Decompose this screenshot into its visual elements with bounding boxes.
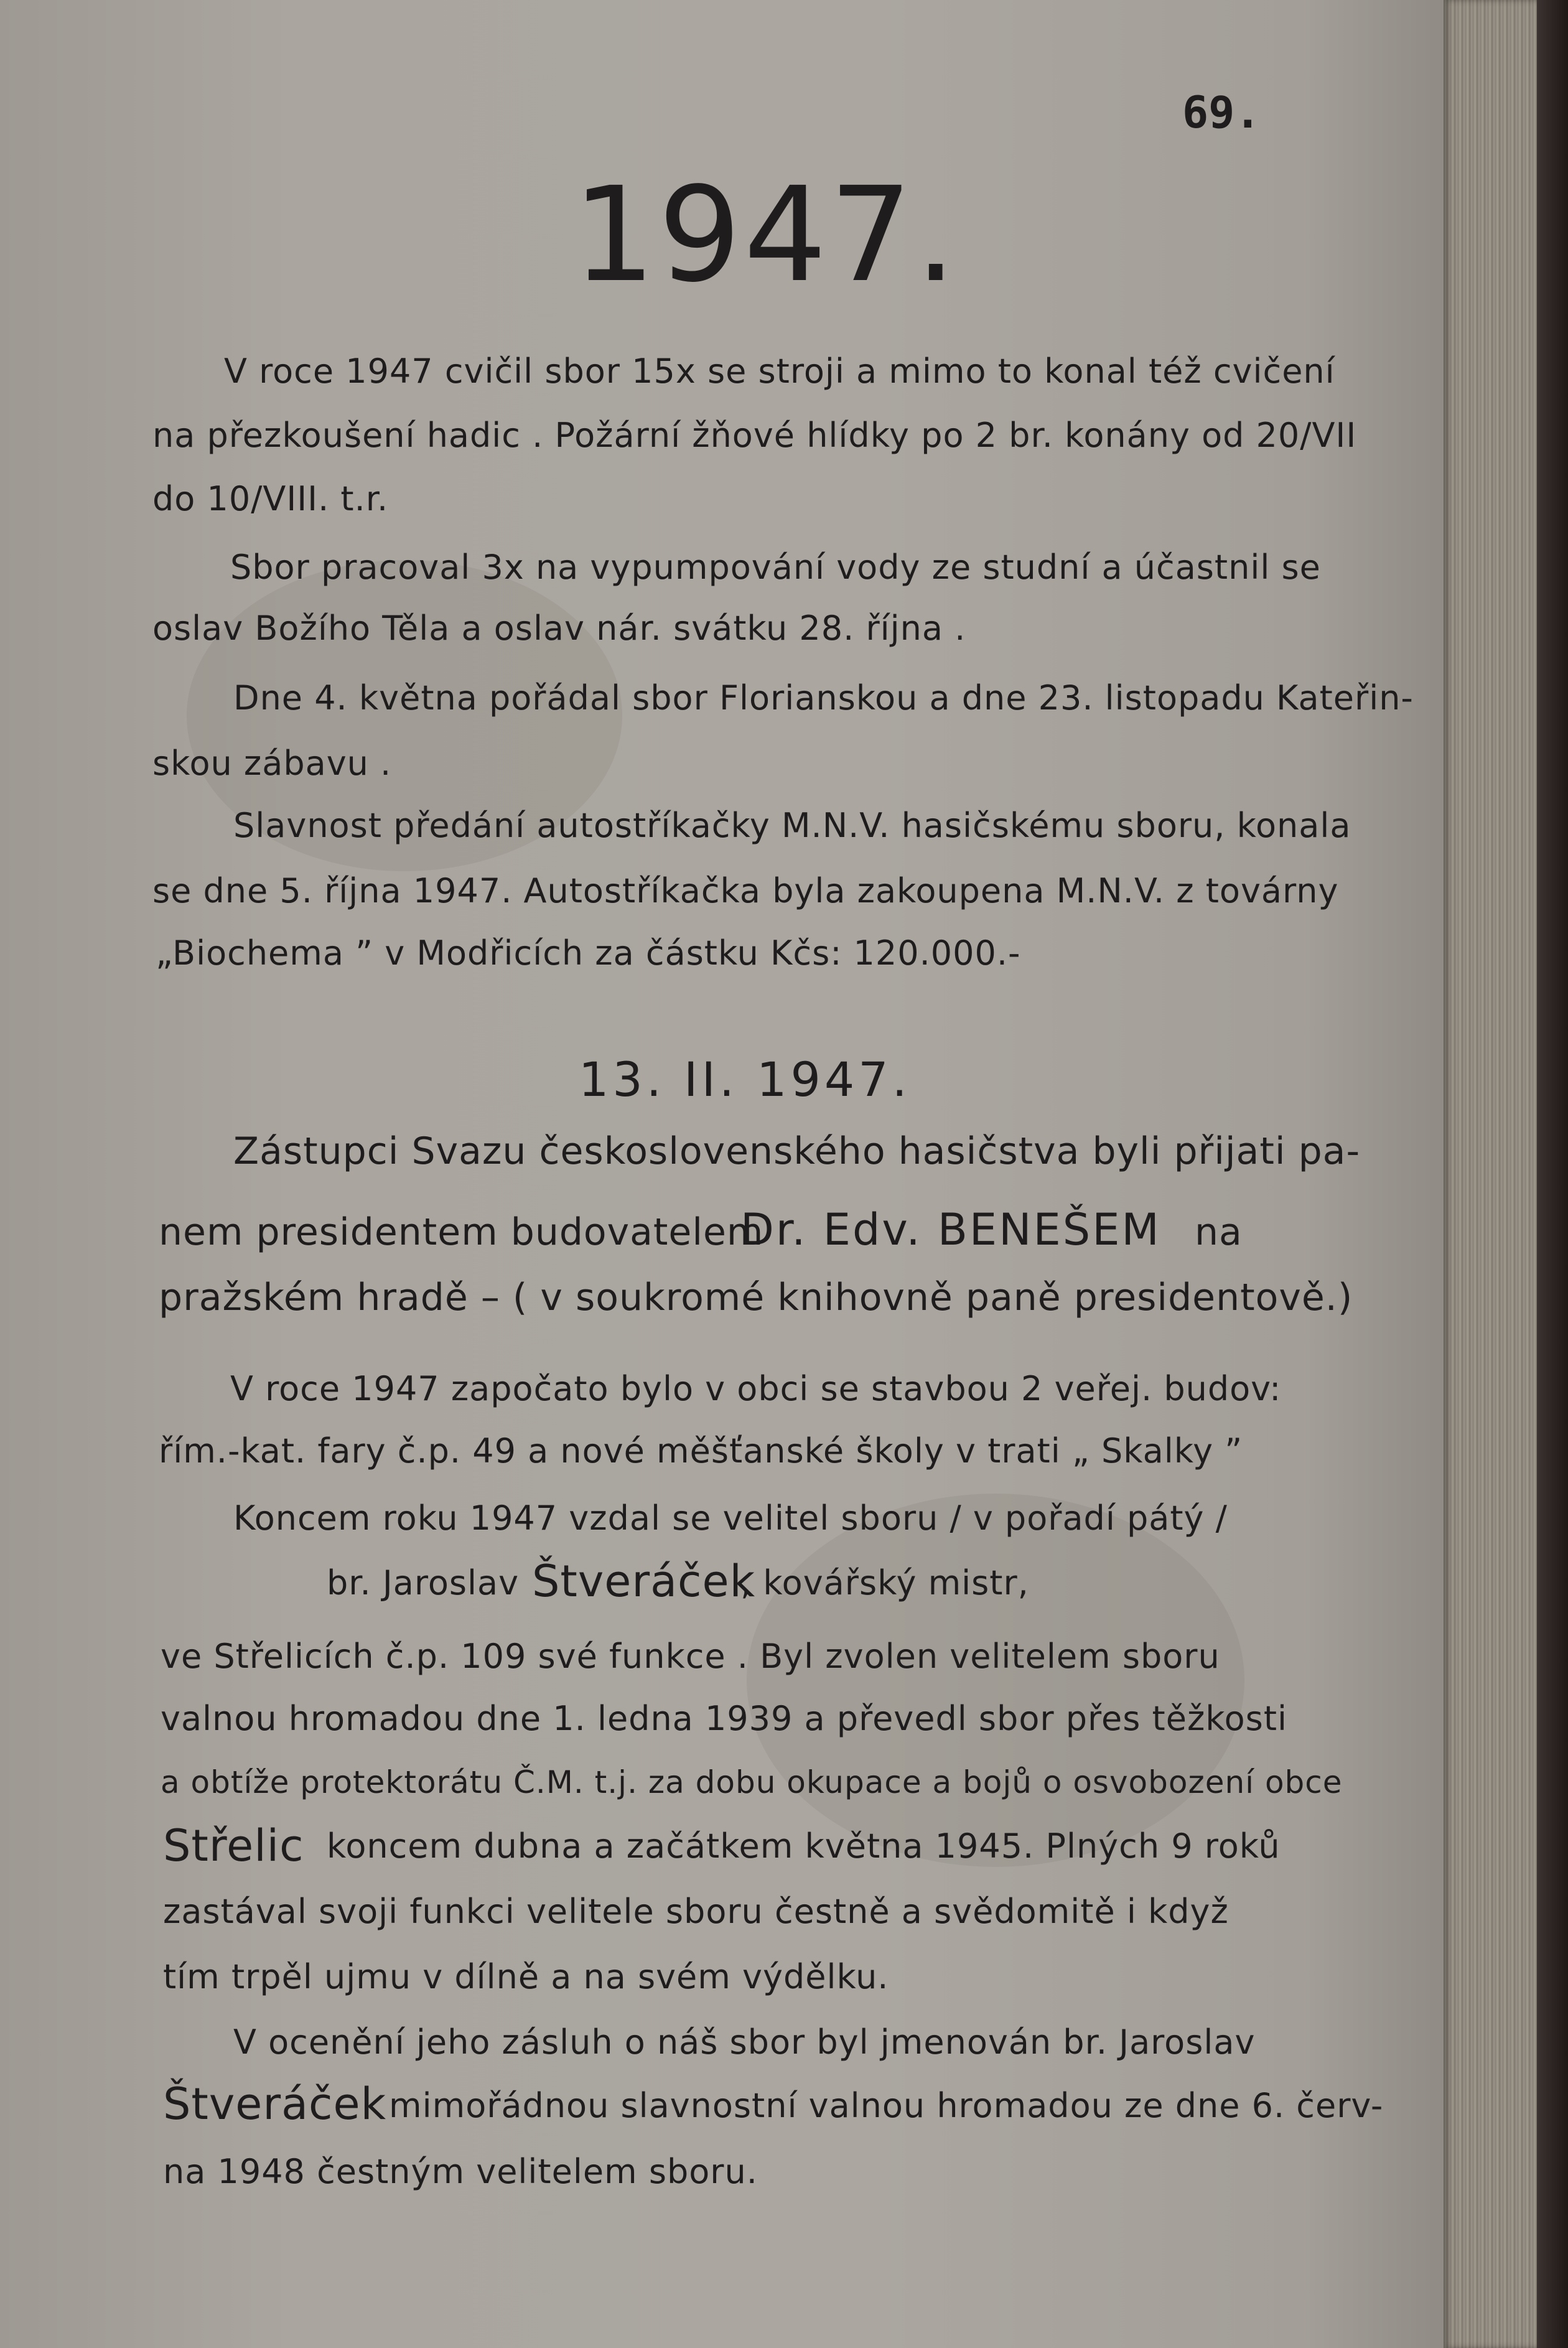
- book-cover: [1537, 0, 1568, 2348]
- honorary-commander-name: Štveráček: [163, 2079, 387, 2130]
- text-line: skou zábavu .: [152, 744, 392, 783]
- text-line: mimořádnou slavnostní valnou hromadou ze dne 6. červ-: [389, 2086, 1384, 2125]
- text-line: Koncem roku 1947 vzdal se velitel sboru / v pořadí pátý /: [233, 1499, 1228, 1538]
- page-edges: [1444, 0, 1537, 2348]
- text-line: V roce 1947 započato bylo v obci se stavbou 2 veřej. budov:: [230, 1369, 1282, 1408]
- president-name: Dr. Edv. BENEŠEM: [740, 1204, 1161, 1255]
- text-line: na přezkoušení hadic . Požární žňové hlídky po 2 br. konány od 20/VII: [152, 416, 1357, 455]
- village-name: Střelic: [163, 1820, 304, 1871]
- text-line: zastával svoji funkci velitele sboru čestně a svědomitě i když: [163, 1892, 1229, 1931]
- text-line: do 10/VIII. t.r.: [152, 479, 389, 518]
- year-heading: 1947.: [572, 159, 959, 311]
- text-line: valnou hromadou dne 1. ledna 1939 a převedl sbor přes těžkosti: [161, 1699, 1287, 1738]
- text-line: oslav Božího Těla a oslav nár. svátku 28. října .: [152, 609, 966, 648]
- text-line: V ocenění jeho zásluh o náš sbor byl jmenován br. Jaroslav: [233, 2023, 1256, 2062]
- text-line: , kovářský mistr,: [740, 1563, 1029, 1602]
- text-line: pražském hradě – ( v soukromé knihovně paně presidentově.): [159, 1276, 1353, 1319]
- text-line: řím.-kat. fary č.p. 49 a nové měšťanské školy v trati „ Skalky ”: [159, 1431, 1243, 1471]
- text-line: na: [1195, 1210, 1243, 1254]
- text-line: Dne 4. května pořádal sbor Florianskou a dne 23. listopadu Kateřin-: [233, 678, 1414, 718]
- text-line: koncem dubna a začátkem května 1945. Plných 9 roků: [327, 1826, 1281, 1866]
- text-line: Zástupci Svazu československého hasičstva byli přijati pa-: [233, 1130, 1361, 1173]
- text-line: tím trpěl ujmu v dílně a na svém výdělku.: [163, 1957, 889, 1996]
- text-line: Slavnost předání autostříkačky M.N.V. hasičskému sboru, konala: [233, 806, 1351, 845]
- text-line: ve Střelicích č.p. 109 své funkce . Byl zvolen velitelem sboru: [161, 1637, 1220, 1676]
- text-line: br. Jaroslav: [327, 1563, 520, 1602]
- text-line: „Biochema ” v Modřicích za částku Kčs: 120.000.-: [156, 933, 1021, 973]
- text-line: se dne 5. října 1947. Autostříkačka byla zakoupena M.N.V. z továrny: [152, 871, 1339, 910]
- text-line: Sbor pracoval 3x na vypumpování vody ze studní a účastnil se: [230, 548, 1321, 587]
- date-heading: 13. II. 1947.: [579, 1052, 911, 1107]
- paper-stain: [747, 1494, 1244, 1867]
- text-line: na 1948 čestným velitelem sboru.: [163, 2152, 758, 2191]
- commander-name: Štveráček: [532, 1556, 756, 1607]
- text-line: a obtíže protektorátu Č.M. t.j. za dobu okupace a bojů o osvobození obce: [161, 1764, 1343, 1800]
- text-line: nem presidentem budovatelem: [159, 1210, 764, 1254]
- text-line: V roce 1947 cvičil sbor 15x se stroji a mimo to konal též cvičení: [224, 352, 1335, 391]
- page-number: 69.: [1182, 87, 1261, 138]
